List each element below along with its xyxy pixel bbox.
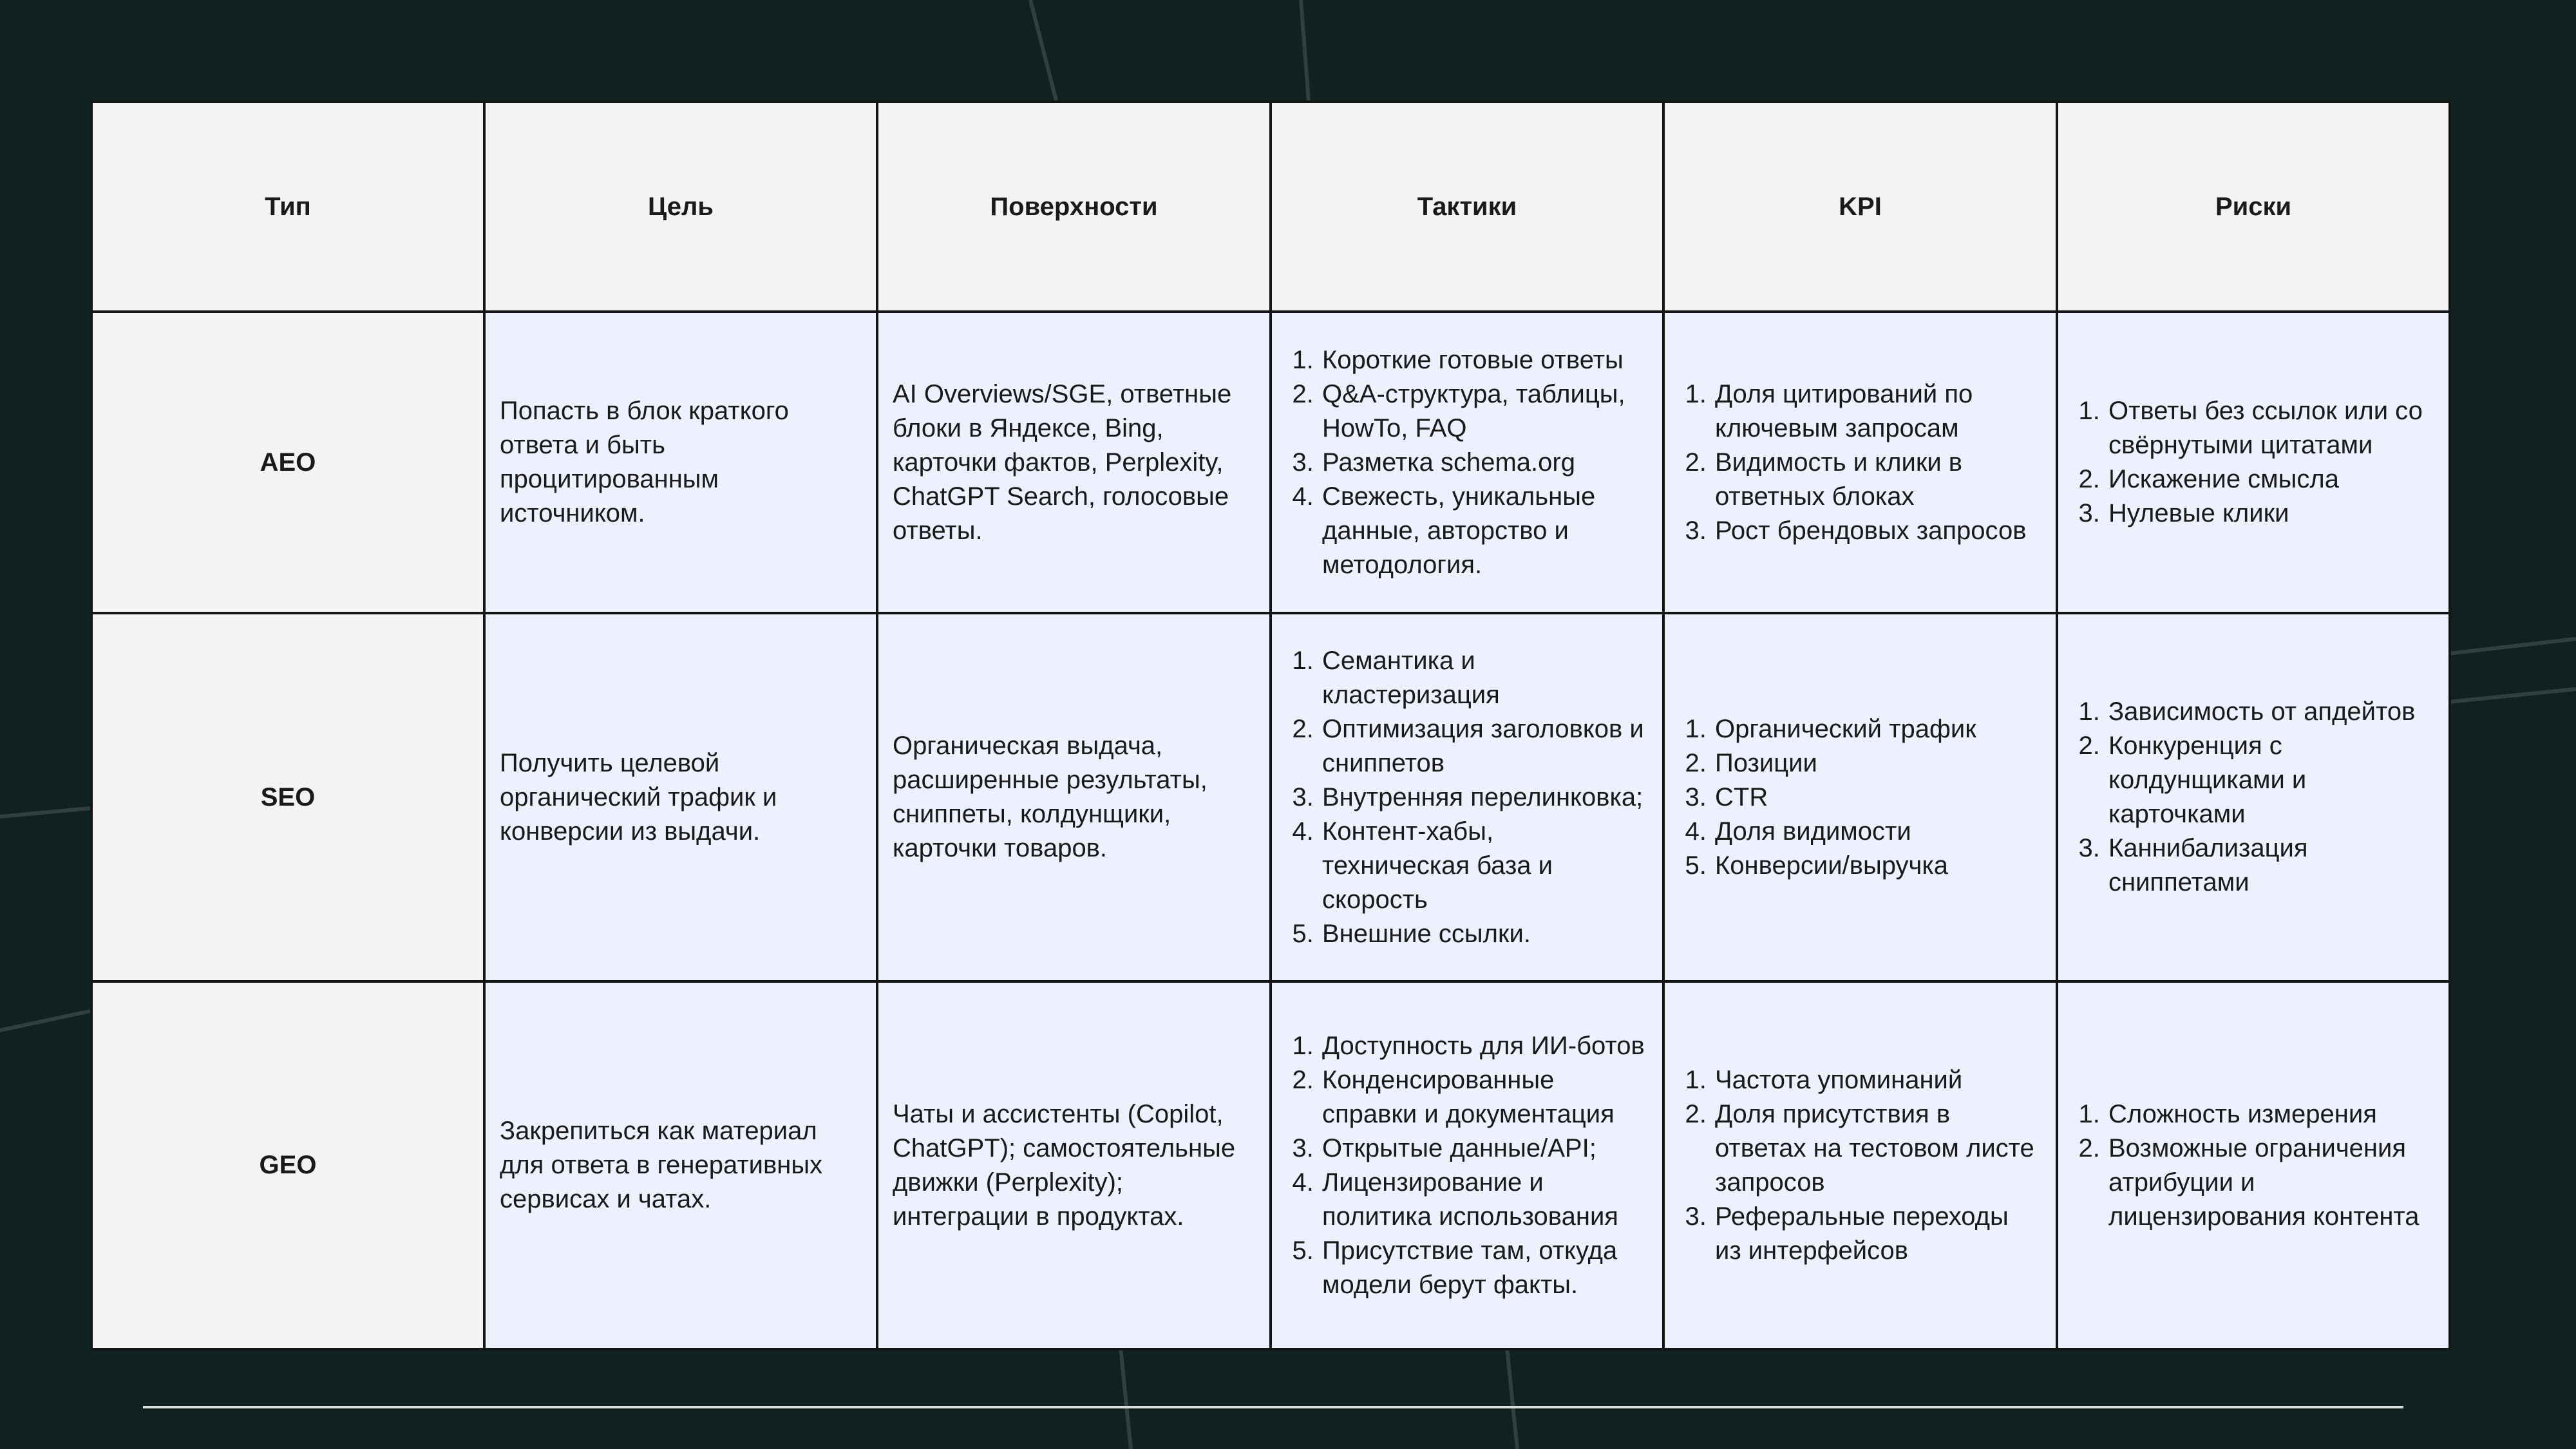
type-cell: SEO xyxy=(91,613,484,981)
goal-cell: Попасть в блок краткого ответа и быть процитированным источником. xyxy=(484,312,877,613)
list-item: 1. Сложность измерения xyxy=(2107,1097,2434,1132)
list-item: 2. Оптимизация заголовков и сниппетов xyxy=(1321,712,1648,781)
goal-cell: Получить целевой органический трафик и конверсии из выдачи. xyxy=(484,613,877,981)
list-item: 1. Семантика и кластеризация xyxy=(1321,644,1648,712)
list-item: 2. Позиции xyxy=(1714,746,2041,781)
kpi-cell xyxy=(1663,981,2057,1349)
table-row xyxy=(91,312,2450,613)
risks-cell xyxy=(2057,981,2450,1349)
tactics-cell xyxy=(1271,613,1663,981)
header-tactics: Тактики xyxy=(1271,102,1663,312)
list-item: 1. Органический трафик xyxy=(1714,712,2041,746)
list-item: 4. Контент-хабы, техническая база и скорость xyxy=(1321,815,1648,917)
kpi-cell xyxy=(1663,613,2057,981)
goal-cell: Закрепиться как материал для ответа в генеративных сервисах и чатах. xyxy=(484,981,877,1349)
list-item: 1. Доступность для ИИ-ботов xyxy=(1321,1029,1648,1063)
list-item: 5. Конверсии/выручка xyxy=(1714,849,2041,883)
list-item: 3. Каннибализация сниппетами xyxy=(2107,831,2434,900)
list-item: 2. Видимость и клики в ответных блоках xyxy=(1714,446,2041,514)
type-cell: AEO xyxy=(91,312,484,613)
tactics-cell xyxy=(1271,312,1663,613)
risks-cell xyxy=(2057,613,2450,981)
tactics-cell xyxy=(1271,981,1663,1349)
list-item: 1. Частота упоминаний xyxy=(1714,1063,2041,1097)
header-type: Тип xyxy=(91,102,484,312)
list-item: 2. Конкуренция с колдунщиками и карточками xyxy=(2107,729,2434,831)
surfaces-cell: AI Overviews/SGE, ответные блоки в Яндексе, Bing, карточки фактов, Perplexity, ChatGPT Search, голосовые ответы. xyxy=(877,312,1271,613)
comparison-table xyxy=(90,100,2451,1350)
kpi-cell xyxy=(1663,312,2057,613)
surfaces-cell: Чаты и ассистенты (Copilot, ChatGPT); самостоятельные движки (Perplexity); интеграции в продуктах. xyxy=(877,981,1271,1349)
list-item: 1. Доля цитирований по ключевым запросам xyxy=(1714,377,2041,446)
list-item: 1. Зависимость от апдейтов xyxy=(2107,695,2434,729)
table-row xyxy=(91,981,2450,1349)
list-item: 3. Рост брендовых запросов xyxy=(1714,514,2041,548)
list-item: 3. Разметка schema.org xyxy=(1321,446,1648,480)
list-item: 2. Доля присутствия в ответах на тестовом листе запросов xyxy=(1714,1097,2041,1200)
footer-divider xyxy=(143,1406,2403,1408)
risks-cell xyxy=(2057,312,2450,613)
list-item: 5. Присутствие там, откуда модели берут факты. xyxy=(1321,1234,1648,1302)
header-kpi: KPI xyxy=(1663,102,2057,312)
header-goal: Цель xyxy=(484,102,877,312)
list-item: 4. Доля видимости xyxy=(1714,815,2041,849)
list-item: 4. Лицензирование и политика использования xyxy=(1321,1166,1648,1234)
table-row xyxy=(91,613,2450,981)
list-item: 4. Свежесть, уникальные данные, авторство и методология. xyxy=(1321,480,1648,582)
list-item: 1. Ответы без ссылок или со свёрнутыми цитатами xyxy=(2107,394,2434,462)
list-item: 5. Внешние ссылки. xyxy=(1321,917,1648,951)
header-risks: Риски xyxy=(2057,102,2450,312)
list-item: 2. Q&A-структура, таблицы, HowTo, FAQ xyxy=(1321,377,1648,446)
list-item: 2. Возможные ограничения атрибуции и лицензирования контента xyxy=(2107,1132,2434,1234)
surfaces-cell: Органическая выдача, расширенные результаты, сниппеты, колдунщики, карточки товаров. xyxy=(877,613,1271,981)
list-item: 1. Короткие готовые ответы xyxy=(1321,343,1648,377)
header-surfaces: Поверхности xyxy=(877,102,1271,312)
list-item: 3. CTR xyxy=(1714,781,2041,815)
list-item: 2. Конденсированные справки и документация xyxy=(1321,1063,1648,1132)
type-cell: GEO xyxy=(91,981,484,1349)
list-item: 3. Реферальные переходы из интерфейсов xyxy=(1714,1200,2041,1268)
list-item: 3. Нулевые клики xyxy=(2107,497,2434,531)
header-row xyxy=(91,102,2450,312)
list-item: 3. Открытые данные/API; xyxy=(1321,1132,1648,1166)
list-item: 3. Внутренняя перелинковка; xyxy=(1321,781,1648,815)
list-item: 2. Искажение смысла xyxy=(2107,462,2434,497)
